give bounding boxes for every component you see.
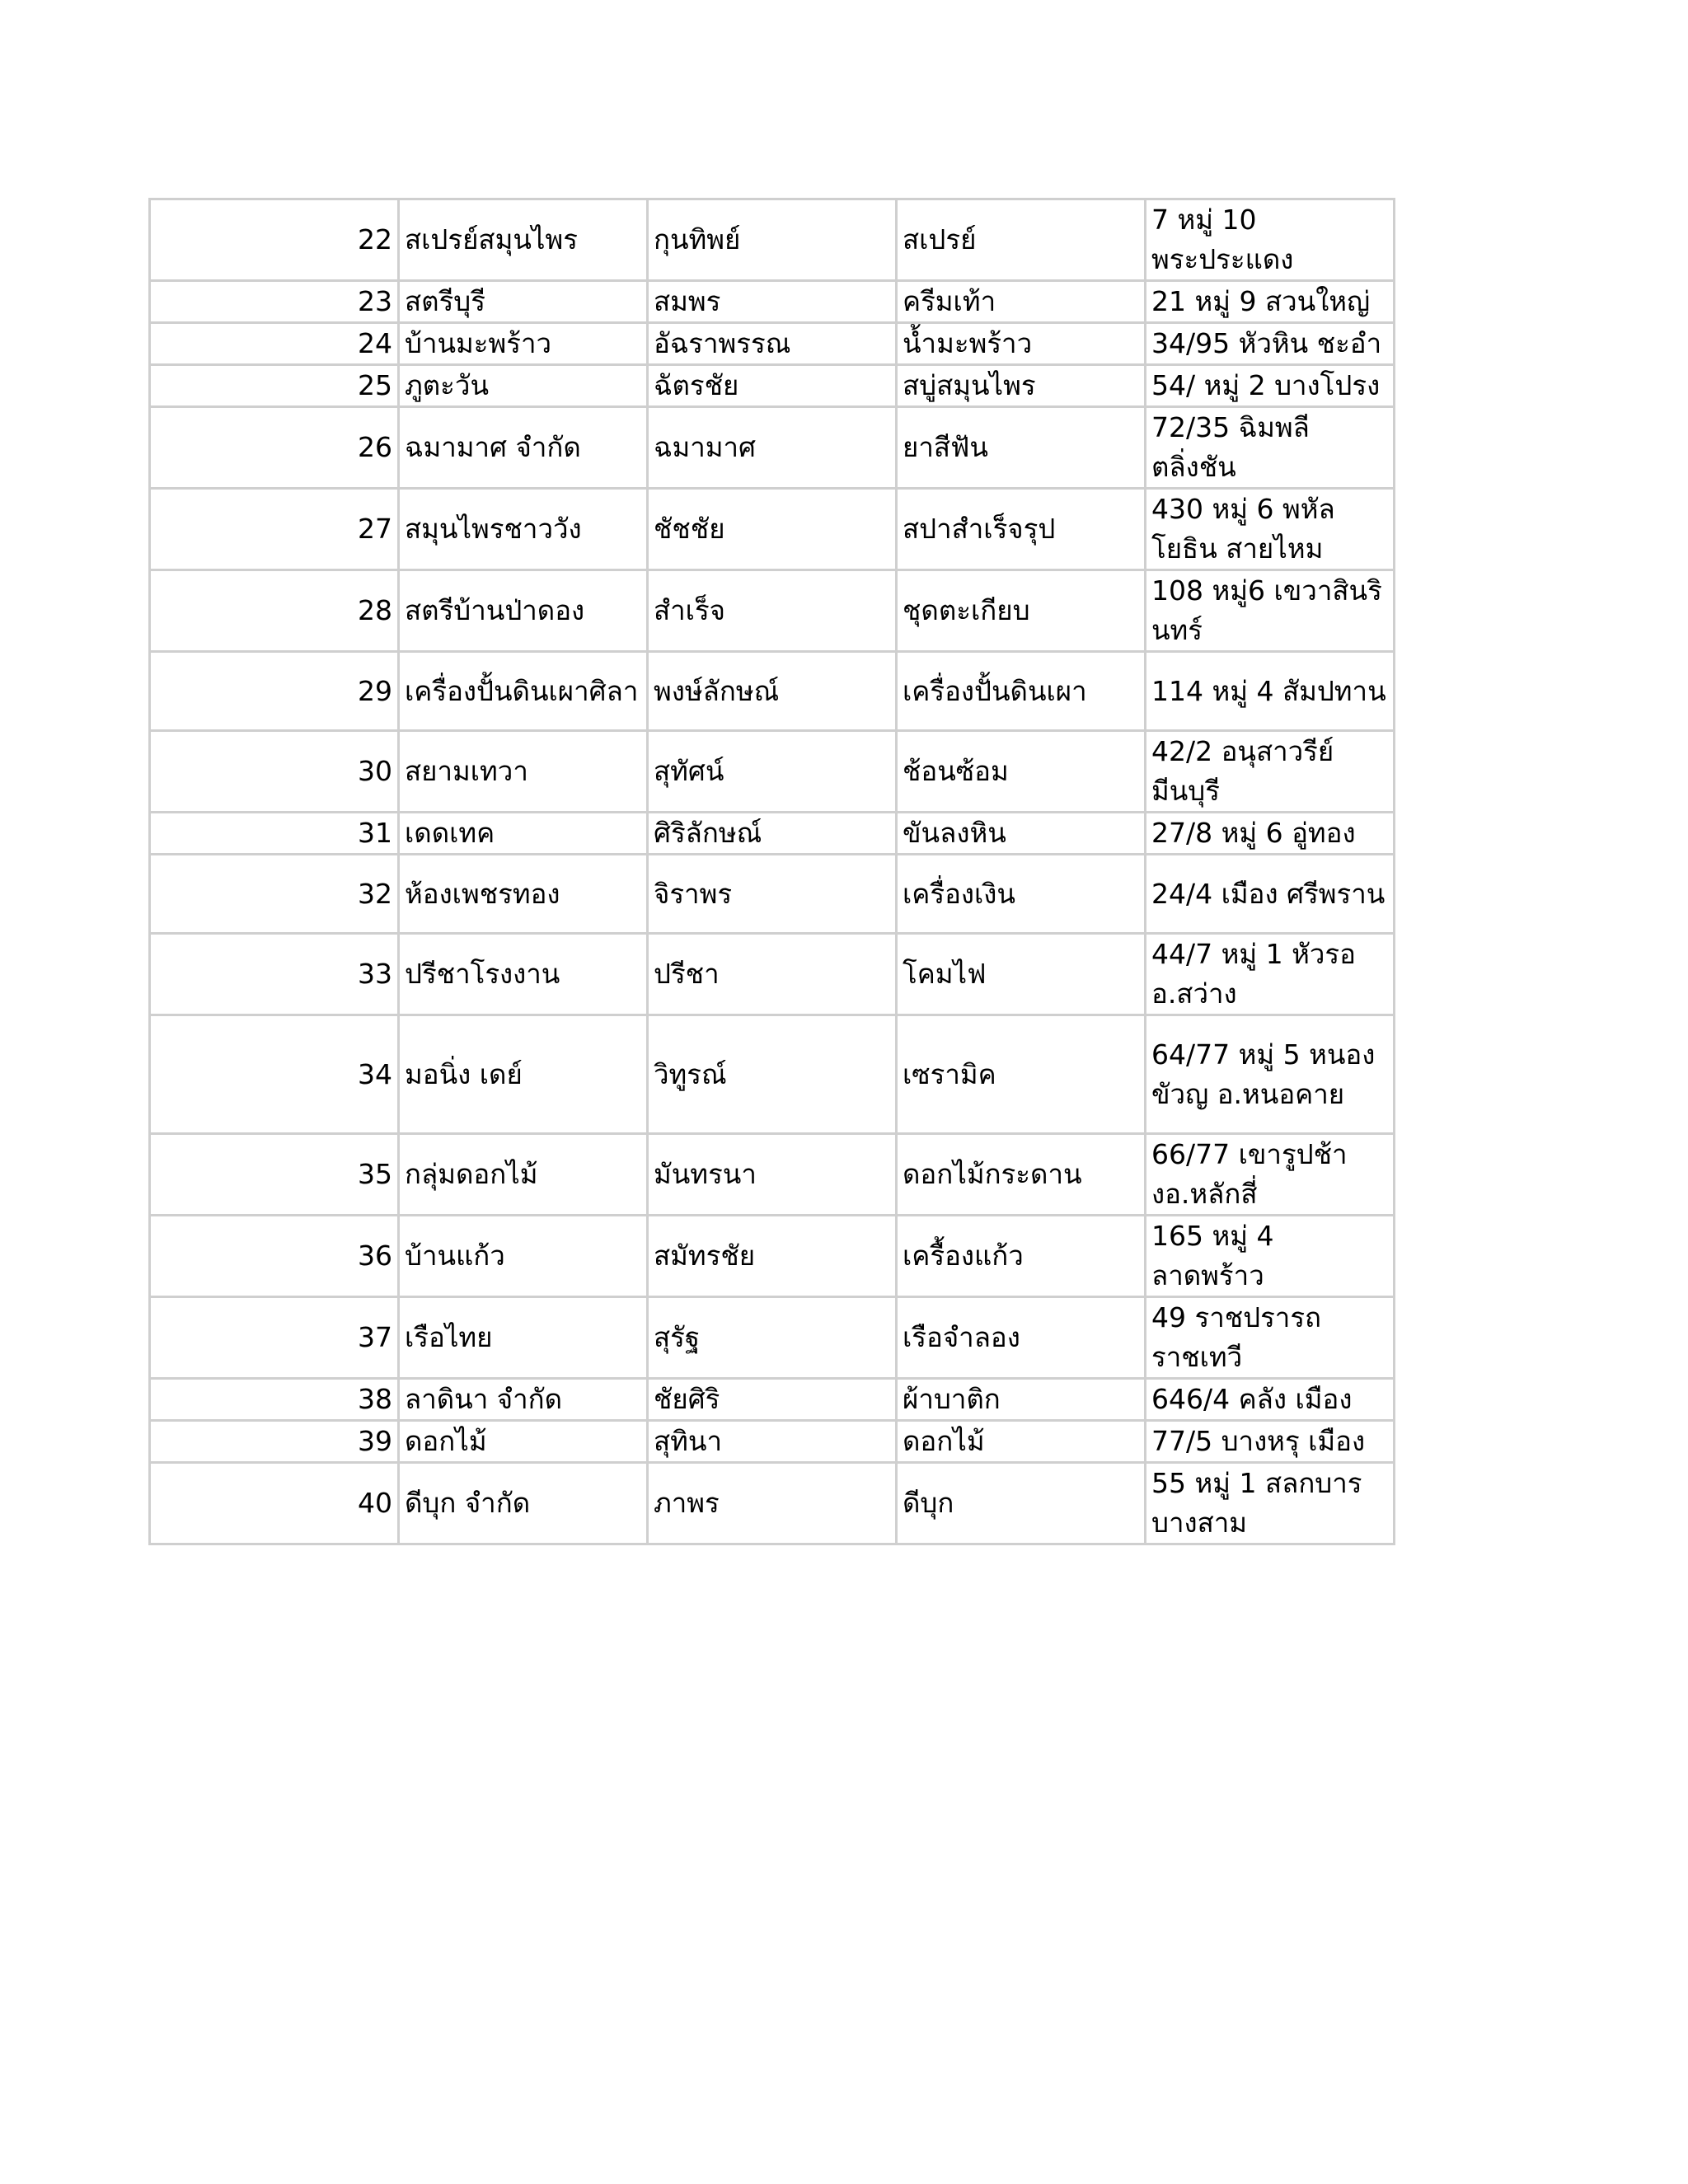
- row-number: 28: [150, 570, 399, 652]
- business-name: สตรีบ้านป่าดอง: [399, 570, 648, 652]
- owner-name: อัฉราพรรณ: [648, 323, 897, 365]
- owner-name: กุนทิพย์: [648, 199, 897, 281]
- address: 49 ราชปรารถ ราชเทวี: [1146, 1297, 1395, 1379]
- address: 646/4 คลัง เมือง: [1146, 1379, 1395, 1421]
- row-number: 35: [150, 1134, 399, 1216]
- business-name: ฉมามาศ จำกัด: [399, 407, 648, 489]
- business-name: มอนิ่ง เดย์: [399, 1015, 648, 1134]
- business-table: [148, 198, 1395, 1545]
- row-number: 34: [150, 1015, 399, 1134]
- owner-name: ภาพร: [648, 1463, 897, 1544]
- address: 114 หมู่ 4 สัมปทาน: [1146, 652, 1395, 731]
- table-row: [150, 1216, 1395, 1297]
- owner-name: วิทูรณ์: [648, 1015, 897, 1134]
- row-number: 37: [150, 1297, 399, 1379]
- table-row: [150, 570, 1395, 652]
- owner-name: มันทรนา: [648, 1134, 897, 1216]
- table-row: [150, 1463, 1395, 1544]
- business-name: ดีบุก จำกัด: [399, 1463, 648, 1544]
- row-number: 38: [150, 1379, 399, 1421]
- row-number: 24: [150, 323, 399, 365]
- address: 7 หมู่ 10 พระประแดง: [1146, 199, 1395, 281]
- table-row: [150, 323, 1395, 365]
- address: 66/77 เขารูปช้างอ.หลักสี่: [1146, 1134, 1395, 1216]
- owner-name: สุทินา: [648, 1421, 897, 1463]
- owner-name: จิราพร: [648, 855, 897, 934]
- row-number: 40: [150, 1463, 399, 1544]
- table-row: [150, 281, 1395, 323]
- address: 27/8 หมู่ 6 อู่ทอง: [1146, 813, 1395, 855]
- product: ผ้าบาติก: [897, 1379, 1146, 1421]
- address: 108 หมู่6 เขวาสินรินทร์: [1146, 570, 1395, 652]
- owner-name: สมัทรชัย: [648, 1216, 897, 1297]
- address: 64/77 หมู่ 5 หนองขัวญ อ.หนอคาย: [1146, 1015, 1395, 1134]
- owner-name: สุรัฐ: [648, 1297, 897, 1379]
- business-name: ปรีชาโรงงาน: [399, 934, 648, 1015]
- row-number: 26: [150, 407, 399, 489]
- address: 77/5 บางหรุ เมือง: [1146, 1421, 1395, 1463]
- business-name: ดอกไม้: [399, 1421, 648, 1463]
- address: 24/4 เมือง ศรีพราน: [1146, 855, 1395, 934]
- owner-name: สมพร: [648, 281, 897, 323]
- product: ช้อนซ้อม: [897, 731, 1146, 813]
- row-number: 29: [150, 652, 399, 731]
- table-row: [150, 731, 1395, 813]
- row-number: 36: [150, 1216, 399, 1297]
- table-row: [150, 934, 1395, 1015]
- business-name: ลาดินา จำกัด: [399, 1379, 648, 1421]
- table-row: [150, 1015, 1395, 1134]
- owner-name: ชัยศิริ: [648, 1379, 897, 1421]
- address: 165 หมู่ 4 ลาดพร้าว: [1146, 1216, 1395, 1297]
- product: เซรามิค: [897, 1015, 1146, 1134]
- product: ดีบุก: [897, 1463, 1146, 1544]
- table-row: [150, 652, 1395, 731]
- product: ครีมเท้า: [897, 281, 1146, 323]
- product: โคมไฟ: [897, 934, 1146, 1015]
- business-name: สเปรย์สมุนไพร: [399, 199, 648, 281]
- row-number: 25: [150, 365, 399, 407]
- row-number: 27: [150, 489, 399, 570]
- table-row: [150, 199, 1395, 281]
- owner-name: สุทัศน์: [648, 731, 897, 813]
- business-name: ห้องเพชรทอง: [399, 855, 648, 934]
- business-name: เครื่องปั้นดินเผาศิลา: [399, 652, 648, 731]
- address: 54/ หมู่ 2 บางโปรง: [1146, 365, 1395, 407]
- product: สเปรย์: [897, 199, 1146, 281]
- table-row: [150, 1379, 1395, 1421]
- product: เครื้องแก้ว: [897, 1216, 1146, 1297]
- owner-name: ฉมามาศ: [648, 407, 897, 489]
- table-row: [150, 489, 1395, 570]
- product: น้ำมะพร้าว: [897, 323, 1146, 365]
- table-row: [150, 407, 1395, 489]
- owner-name: ชัชชัย: [648, 489, 897, 570]
- address: 42/2 อนุสาวรีย์มีนบุรี: [1146, 731, 1395, 813]
- product: สปาสำเร็จรุป: [897, 489, 1146, 570]
- product: สบู่สมุนไพร: [897, 365, 1146, 407]
- address: 21 หมู่ 9 สวนใหญ่: [1146, 281, 1395, 323]
- owner-name: สำเร็จ: [648, 570, 897, 652]
- owner-name: ศิริลักษณ์: [648, 813, 897, 855]
- business-name: บ้านแก้ว: [399, 1216, 648, 1297]
- address: 34/95 หัวหิน ชะอำ: [1146, 323, 1395, 365]
- product: ชุดตะเกียบ: [897, 570, 1146, 652]
- owner-name: พงษ์ลักษณ์: [648, 652, 897, 731]
- business-name: เดดเทค: [399, 813, 648, 855]
- business-name: ภูตะวัน: [399, 365, 648, 407]
- address: 72/35 ฉิมพลี ตลิ่งชัน: [1146, 407, 1395, 489]
- business-name: กลุ่มดอกไม้: [399, 1134, 648, 1216]
- product: เครื่องเงิน: [897, 855, 1146, 934]
- table-row: [150, 855, 1395, 934]
- table-row: [150, 1134, 1395, 1216]
- table-row: [150, 813, 1395, 855]
- address: 55 หมู่ 1 สลกบาร บางสาม: [1146, 1463, 1395, 1544]
- owner-name: ฉัตรชัย: [648, 365, 897, 407]
- product: เรือจำลอง: [897, 1297, 1146, 1379]
- row-number: 22: [150, 199, 399, 281]
- product: ดอกไม้: [897, 1421, 1146, 1463]
- business-name: เรือไทย: [399, 1297, 648, 1379]
- business-name: สมุนไพรชาววัง: [399, 489, 648, 570]
- product: เครื่องปั้นดินเผา: [897, 652, 1146, 731]
- address: 430 หมู่ 6 พหัลโยธิน สายไหม: [1146, 489, 1395, 570]
- table-row: [150, 1421, 1395, 1463]
- row-number: 31: [150, 813, 399, 855]
- business-name: บ้านมะพร้าว: [399, 323, 648, 365]
- business-name: สยามเทวา: [399, 731, 648, 813]
- owner-name: ปรีชา: [648, 934, 897, 1015]
- address: 44/7 หมู่ 1 หัวรอ อ.สว่าง: [1146, 934, 1395, 1015]
- business-name: สตรีบุรี: [399, 281, 648, 323]
- row-number: 33: [150, 934, 399, 1015]
- row-number: 30: [150, 731, 399, 813]
- product: ขันลงหิน: [897, 813, 1146, 855]
- row-number: 23: [150, 281, 399, 323]
- table-row: [150, 1297, 1395, 1379]
- product: ดอกไม้กระดาน: [897, 1134, 1146, 1216]
- row-number: 39: [150, 1421, 399, 1463]
- product: ยาสีฟัน: [897, 407, 1146, 489]
- row-number: 32: [150, 855, 399, 934]
- table-row: [150, 365, 1395, 407]
